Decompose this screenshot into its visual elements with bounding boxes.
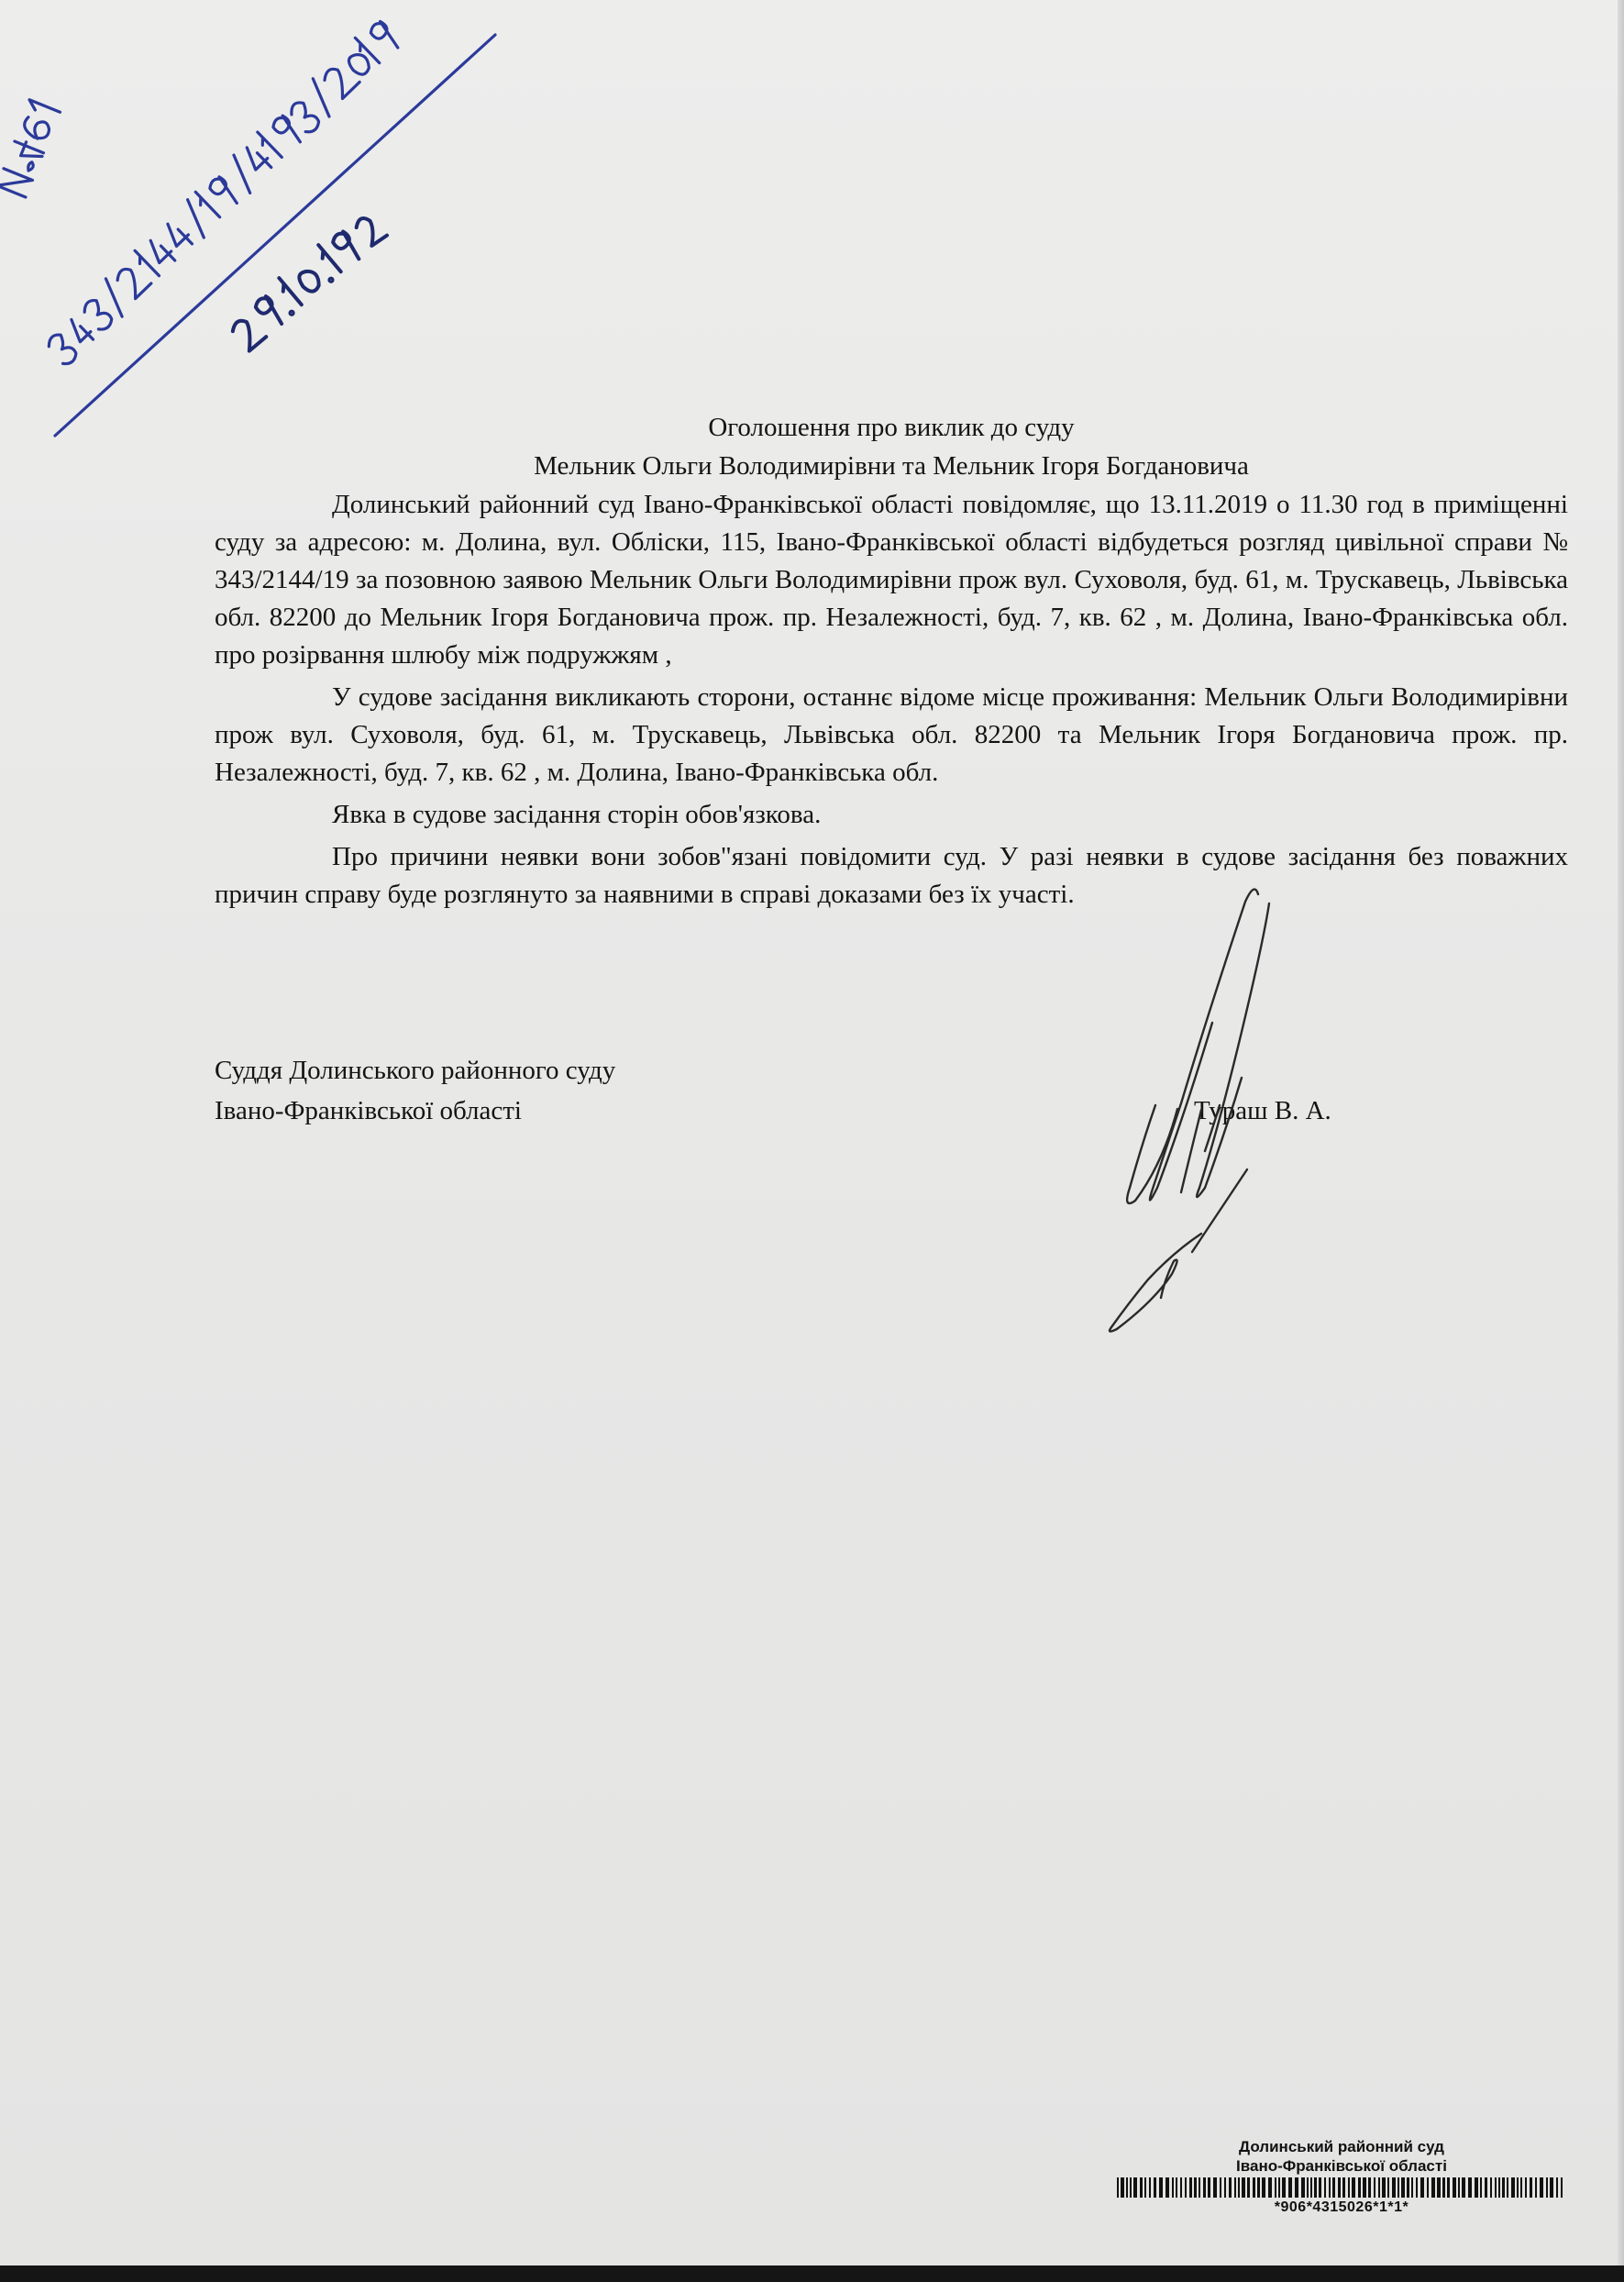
barcode-bar — [1427, 2177, 1429, 2198]
stamp-court-name: Долинський районний суд — [1239, 2138, 1444, 2155]
barcode-bar — [1194, 2177, 1197, 2198]
barcode-bar — [1535, 2177, 1537, 2198]
body-paragraph: Долинський районний суд Івано-Франківської області повідомляє, що 13.11.2019 о 11.30 год в приміщенні суду за адресою: м. Долина, вул. Обліски, 115, Івано-Франківської області відбудеться розгляд цивільної справи № 343/2144/19 за позовною заявою Мельник Ольги Володимирівни прож вул. Суховоля, буд. 61, м. Трускавець, Львівська обл. 82200 до Мельник Ігоря Богдановича прож. пр. Незалежності, буд. 7, кв. 62 , м. Долина, Івано-Франківська обл. про розірвання шлюбу між подружжям , — [215, 490, 1568, 670]
court-barcode-stamp — [1117, 2137, 1566, 2216]
barcode-bar — [1149, 2177, 1151, 2198]
body-paragraph: Явка в судове засідання сторін обов'язкова. — [332, 800, 822, 829]
barcode-bar — [1288, 2177, 1292, 2198]
barcode-bar — [1374, 2177, 1375, 2198]
barcode-bar — [1242, 2177, 1245, 2198]
barcode-bar — [1172, 2177, 1174, 2198]
barcode-bar — [1511, 2177, 1515, 2198]
barcode-bar — [1189, 2177, 1192, 2198]
barcode-bar — [1247, 2177, 1250, 2198]
barcode-bar — [1475, 2177, 1478, 2198]
barcode-bar — [1234, 2177, 1236, 2198]
barcode-bar — [1220, 2177, 1221, 2198]
handwritten-case-reference — [41, 17, 403, 369]
barcode-bar — [1229, 2177, 1232, 2198]
scan-bottom-edge — [0, 2265, 1624, 2282]
barcode-bar — [1462, 2177, 1465, 2198]
barcode-bar — [1352, 2177, 1355, 2198]
barcode-bar — [1262, 2177, 1265, 2198]
barcode-bar — [1502, 2177, 1505, 2198]
barcode-bar — [1358, 2177, 1361, 2198]
barcode-number: *906*4315026*1*1* — [1274, 2199, 1409, 2215]
barcode-bar — [1319, 2177, 1321, 2198]
barcode-bar — [1342, 2177, 1345, 2198]
handwritten-signature — [1009, 876, 1302, 1353]
barcode-bar — [1387, 2177, 1389, 2198]
barcode-bar — [1431, 2177, 1435, 2198]
barcode-bar — [1282, 2177, 1286, 2198]
barcode — [1117, 2177, 1566, 2198]
barcode-bar — [1517, 2177, 1519, 2198]
barcode-bar — [1301, 2177, 1305, 2198]
barcode-bar — [1556, 2177, 1558, 2198]
barcode-bar — [1199, 2177, 1200, 2198]
barcode-bar — [1447, 2177, 1450, 2198]
stamp-region-name: Івано-Франківської області — [1236, 2157, 1447, 2175]
document-body — [215, 486, 1568, 918]
judge-position — [215, 1050, 615, 1131]
barcode-bar — [1363, 2177, 1366, 2198]
barcode-bar — [1154, 2177, 1156, 2198]
barcode-bar — [1416, 2177, 1418, 2198]
barcode-bar — [1329, 2177, 1331, 2198]
barcode-bar — [1411, 2177, 1413, 2198]
scan-right-edge — [1618, 0, 1624, 2265]
handwritten-diagonal-line — [55, 35, 495, 436]
barcode-bar — [1453, 2177, 1456, 2198]
barcode-bar — [1382, 2177, 1386, 2198]
barcode-bar — [1117, 2177, 1119, 2198]
barcode-bar — [1314, 2177, 1317, 2198]
barcode-bar — [1407, 2177, 1409, 2198]
barcode-bar — [1140, 2177, 1143, 2198]
barcode-bar — [1121, 2177, 1124, 2198]
document-subtitle: Мельник Ольги Володимирівни та Мельник Ігоря Богдановича — [534, 451, 1249, 481]
barcode-bar — [1307, 2177, 1309, 2198]
handwritten-registration-notes — [0, 0, 514, 459]
barcode-bar — [1338, 2177, 1341, 2198]
body-paragraph: У судове засідання викликають сторони, останнє відоме місце проживання: Мельник Ольги Володимирівни прож вул. Суховоля, буд. 61, м. Трускавець, Львівська обл. 82200 та Мельник Ігоря Богдановича прож. пр. Незалежності, буд. 7, кв. 62 , м. Долина, Івано-Франківська обл. — [215, 682, 1568, 787]
barcode-bar — [1490, 2177, 1492, 2198]
document-title: Оголошення про виклик до суду — [708, 413, 1075, 442]
barcode-bar — [1525, 2177, 1527, 2198]
barcode-bar — [1224, 2177, 1226, 2198]
barcode-bar — [1130, 2177, 1132, 2198]
barcode-bar — [1495, 2177, 1497, 2198]
barcode-bar — [1480, 2177, 1482, 2198]
barcode-bar — [1208, 2177, 1210, 2198]
barcode-bar — [1561, 2177, 1563, 2198]
barcode-bar — [1238, 2177, 1240, 2198]
barcode-bar — [1507, 2177, 1508, 2198]
judge-position-line: Івано-Франківської області — [215, 1096, 522, 1125]
barcode-bar — [1176, 2177, 1177, 2198]
barcode-bar — [1458, 2177, 1460, 2198]
barcode-bar — [1133, 2177, 1137, 2198]
barcode-bar — [1185, 2177, 1187, 2198]
handwritten-number-mark — [0, 100, 60, 197]
barcode-bar — [1166, 2177, 1169, 2198]
barcode-bar — [1485, 2177, 1487, 2198]
barcode-bar — [1401, 2177, 1405, 2198]
barcode-bar — [1420, 2177, 1424, 2198]
barcode-bar — [1126, 2177, 1128, 2198]
barcode-bar — [1498, 2177, 1500, 2198]
barcode-bar — [1324, 2177, 1326, 2198]
barcode-bar — [1159, 2177, 1163, 2198]
barcode-bar — [1257, 2177, 1260, 2198]
barcode-bar — [1180, 2177, 1182, 2198]
barcode-bar — [1392, 2177, 1396, 2198]
barcode-bar — [1144, 2177, 1146, 2198]
barcode-bar — [1268, 2177, 1272, 2198]
barcode-bar — [1442, 2177, 1445, 2198]
barcode-bar — [1398, 2177, 1399, 2198]
barcode-bar — [1203, 2177, 1206, 2198]
barcode-bar — [1368, 2177, 1371, 2198]
document-heading — [215, 408, 1568, 485]
barcode-bar — [1278, 2177, 1280, 2198]
barcode-bar — [1275, 2177, 1276, 2198]
barcode-bar — [1550, 2177, 1553, 2198]
barcode-bar — [1540, 2177, 1543, 2198]
barcode-bar — [1378, 2177, 1380, 2198]
barcode-bar — [1348, 2177, 1350, 2198]
barcode-bar — [1295, 2177, 1298, 2198]
barcode-bar — [1520, 2177, 1522, 2198]
barcode-bar — [1437, 2177, 1441, 2198]
judge-name: Тураш В. А. — [1194, 1096, 1331, 1125]
barcode-bar — [1546, 2177, 1548, 2198]
barcode-bar — [1213, 2177, 1217, 2198]
barcode-bar — [1310, 2177, 1312, 2198]
barcode-bar — [1468, 2177, 1472, 2198]
barcode-bar — [1332, 2177, 1335, 2198]
body-paragraph: Про причини неявки вони зобов"язані повідомити суд. У разі неявки в судове засідання без поважних причин справу буде розглянуто за наявними в справі доказами без їх участі. — [215, 842, 1568, 909]
barcode-bar — [1530, 2177, 1532, 2198]
handwritten-date — [226, 207, 387, 351]
barcode-bar — [1253, 2177, 1255, 2198]
judge-position-line: Суддя Долинського районного суду — [215, 1056, 616, 1085]
